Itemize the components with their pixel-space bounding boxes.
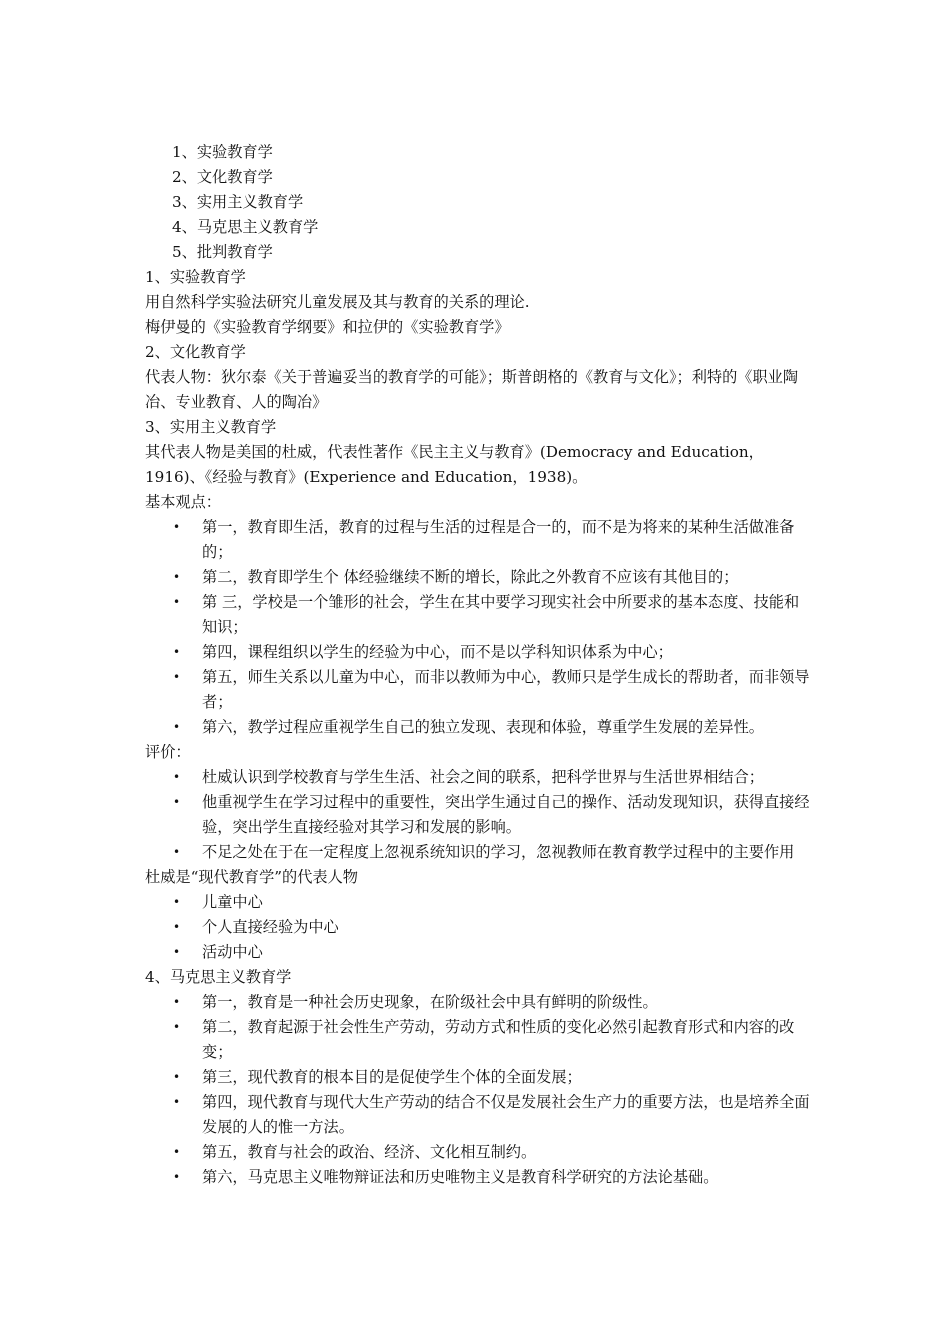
paragraph: 其代表人物是美国的杜威，代表性著作《民主主义与教育》(Democracy and Education，1916)、《经验与教育》(Experience and Education，1938)。	[145, 443, 764, 486]
section-cultural	[145, 340, 810, 415]
table-of-contents	[145, 140, 810, 265]
list-item: • 他重视学生在学习过程中的重要性，突出学生通过自己的操作、活动发现知识，获得直接经验，突出学生直接经验对其学习和发展的影响。	[145, 790, 810, 840]
section-heading: 1、实验教育学	[145, 268, 246, 286]
list-item: • 第一，教育是一种社会历史现象，在阶级社会中具有鲜明的阶级性。	[145, 990, 810, 1015]
list-item: • 第二，教育即学生个 体经验继续不断的增长，除此之外教育不应该有其他目的；	[145, 565, 810, 590]
section-heading: 2、文化教育学	[145, 343, 246, 361]
list-item: • 不足之处在于在一定程度上忽视系统知识的学习，忽视教师在教育教学过程中的主要作用	[145, 840, 810, 865]
list-item: • 第三，现代教育的根本目的是促使学生个体的全面发展；	[145, 1065, 810, 1090]
toc-item: 4、马克思主义教育学	[172, 218, 319, 236]
toc-item: 1、实验教育学	[172, 143, 273, 161]
toc-item: 2、文化教育学	[172, 168, 273, 186]
list-item: • 儿童中心	[145, 890, 810, 915]
paragraph: 梅伊曼的《实验教育学纲要》和拉伊的《实验教育学》	[145, 318, 510, 336]
list-item: • 第二，教育起源于社会性生产劳动，劳动方式和性质的变化必然引起教育形式和内容的改变；	[145, 1015, 810, 1065]
list-item: • 个人直接经验为中心	[145, 915, 810, 940]
list-item: • 第五，教育与社会的政治、经济、文化相互制约。	[145, 1140, 810, 1165]
label: 基本观点：	[145, 493, 221, 511]
evaluation-list	[145, 765, 810, 865]
views-list	[145, 515, 810, 740]
list-item: • 第四，课程组织以学生的经验为中心，而不是以学科知识体系为中心；	[145, 640, 810, 665]
section-heading: 4、马克思主义教育学	[145, 968, 292, 986]
document-page	[145, 140, 810, 1190]
list-item: • 第 三，学校是一个雏形的社会，学生在其中要学习现实社会中所要求的基本态度、技能和知识；	[145, 590, 810, 640]
label: 杜威是“现代教育学”的代表人物	[145, 868, 358, 886]
list-item: • 第四，现代教育与现代大生产劳动的结合不仅是发展社会生产力的重要方法，也是培养全面发展的人的惟一方法。	[145, 1090, 810, 1140]
modern-points-list	[145, 890, 810, 965]
marxist-points-list	[145, 990, 810, 1190]
list-item: • 杜威认识到学校教育与学生生活、社会之间的联系，把科学世界与生活世界相结合；	[145, 765, 810, 790]
list-item: • 活动中心	[145, 940, 810, 965]
list-item: • 第六，马克思主义唯物辩证法和历史唯物主义是教育科学研究的方法论基础。	[145, 1165, 810, 1190]
section-pragmatism	[145, 415, 810, 965]
toc-item: 5、批判教育学	[172, 243, 273, 261]
list-item: • 第一，教育即生活，教育的过程与生活的过程是合一的，而不是为将来的某种生活做准备的；	[145, 515, 810, 565]
list-item: • 第五，师生关系以儿童为中心，而非以教师为中心，教师只是学生成长的帮助者，而非领导者；	[145, 665, 810, 715]
paragraph: 用自然科学实验法研究儿童发展及其与教育的关系的理论.	[145, 293, 530, 311]
section-experimental	[145, 265, 810, 340]
label: 评价：	[145, 743, 191, 761]
paragraph: 代表人物：狄尔泰《关于普遍妥当的教育学的可能》；斯普朗格的《教育与文化》；利特的《职业陶冶、专业教育、人的陶冶》	[145, 368, 799, 411]
section-marxist	[145, 965, 810, 1190]
section-heading: 3、实用主义教育学	[145, 418, 277, 436]
toc-item: 3、实用主义教育学	[172, 193, 304, 211]
list-item: • 第六，教学过程应重视学生自己的独立发现、表现和体验，尊重学生发展的差异性。	[145, 715, 810, 740]
